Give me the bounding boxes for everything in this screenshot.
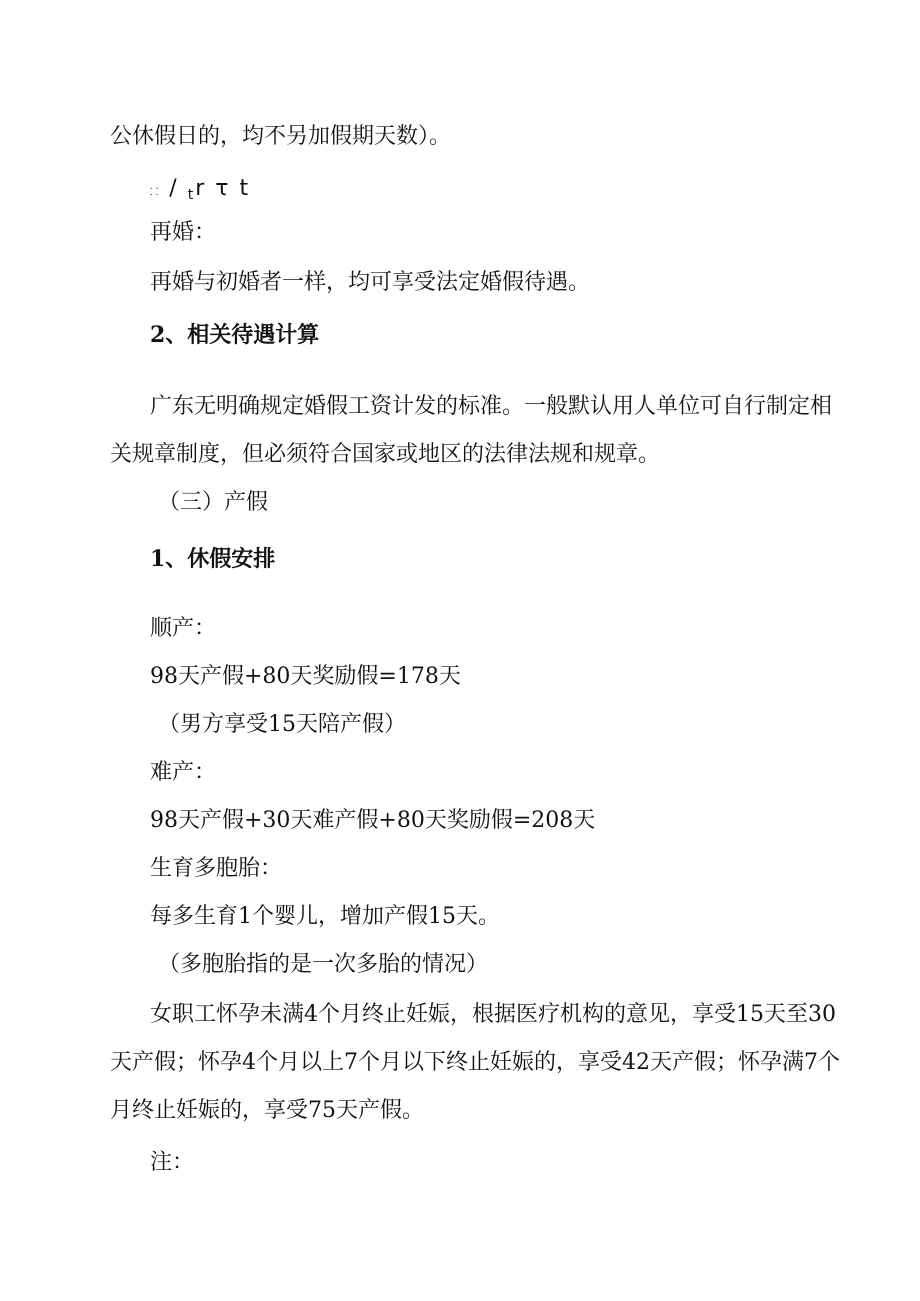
section-heading-2: 2、相关待遇计算: [150, 322, 320, 348]
paragraph-line: 关规章制度，但必须符合国家或地区的法律法规和规章。: [110, 442, 661, 467]
section-heading-maternity: （三）产假: [158, 490, 269, 515]
paragraph-line: 每多生育1个婴儿，增加产假15天。: [150, 904, 500, 929]
paragraph-line: 天产假；怀孕4个月以上7个月以下终止妊娠的，享受42天产假；怀孕满7个: [110, 1050, 840, 1075]
section-heading-1: 1、休假安排: [150, 546, 276, 572]
paragraph-line: 98天产假+80天奖励假=178天: [150, 664, 461, 689]
paragraph-line: 再婚与初婚者一样，均可享受法定婚假待遇。: [150, 270, 591, 295]
difficult-birth-label: 难产：: [150, 760, 217, 785]
multiple-birth-label: 生育多胞胎：: [150, 856, 283, 881]
paragraph-line: （多胞胎指的是一次多胎的情况）: [158, 952, 489, 977]
paragraph-line: 公休假日的，均不另加假期天数）。: [110, 124, 452, 149]
paragraph-line: 98天产假+30天难产假+80天奖励假=208天: [150, 808, 596, 833]
paragraph-line: 女职工怀孕未满4个月终止妊娠，根据医疗机构的意见，享受15天至30: [150, 1002, 836, 1027]
remarriage-heading: 再婚：: [150, 220, 217, 245]
paragraph-line: 月终止妊娠的，享受75天产假。: [110, 1098, 424, 1123]
scan-artifact-text: ⸬ / $_t$r τ t: [150, 176, 251, 203]
note-label: 注：: [150, 1150, 195, 1175]
paragraph-line: （男方享受15天陪产假）: [158, 712, 406, 737]
paragraph-line: 广东无明确规定婚假工资计发的标准。一般默认用人单位可自行制定相: [150, 394, 833, 419]
natural-birth-label: 顺产：: [150, 616, 217, 641]
